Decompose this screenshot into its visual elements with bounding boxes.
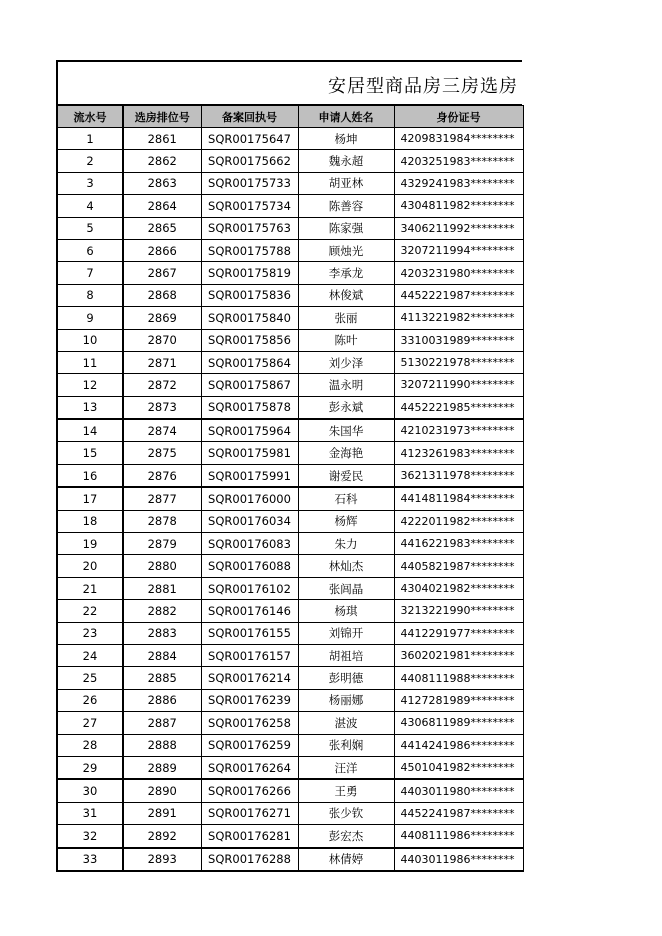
table-row <box>57 734 523 756</box>
cell-serial-no: 19 <box>57 533 123 555</box>
cell-applicant-name: 杨琪 <box>298 600 394 622</box>
cell-filing-receipt-no: SQR00176258 <box>201 712 298 734</box>
cell-applicant-name: 杨丽娜 <box>298 689 394 711</box>
cell-id-number: 3213221990******** <box>394 600 523 622</box>
cell-id-number: 4203231980******** <box>394 262 523 284</box>
cell-selection-rank: 2890 <box>123 779 201 802</box>
cell-filing-receipt-no: SQR00175734 <box>201 195 298 217</box>
table-row <box>57 577 523 599</box>
spreadsheet <box>56 60 522 872</box>
cell-id-number: 4306811989******** <box>394 712 523 734</box>
cell-id-number: 4408111988******** <box>394 667 523 689</box>
cell-selection-rank: 2883 <box>123 622 201 644</box>
cell-id-number: 4501041982******** <box>394 756 523 779</box>
cell-applicant-name: 金海艳 <box>298 442 394 464</box>
cell-selection-rank: 2885 <box>123 667 201 689</box>
cell-serial-no: 27 <box>57 712 123 734</box>
table-row <box>57 396 523 419</box>
cell-selection-rank: 2877 <box>123 487 201 510</box>
cell-filing-receipt-no: SQR00176146 <box>201 600 298 622</box>
cell-serial-no: 33 <box>57 848 123 871</box>
cell-applicant-name: 胡祖培 <box>298 644 394 666</box>
cell-id-number: 4403011980******** <box>394 779 523 802</box>
cell-serial-no: 6 <box>57 239 123 261</box>
cell-applicant-name: 李承龙 <box>298 262 394 284</box>
cell-applicant-name: 魏永超 <box>298 150 394 172</box>
cell-selection-rank: 2871 <box>123 351 201 373</box>
cell-filing-receipt-no: SQR00176034 <box>201 510 298 532</box>
cell-id-number: 4123261983******** <box>394 442 523 464</box>
header-serial-no: 流水号 <box>57 106 123 128</box>
cell-selection-rank: 2866 <box>123 239 201 261</box>
cell-filing-receipt-no: SQR00176155 <box>201 622 298 644</box>
cell-serial-no: 20 <box>57 555 123 577</box>
table-row <box>57 329 523 351</box>
cell-selection-rank: 2893 <box>123 848 201 871</box>
cell-filing-receipt-no: SQR00176264 <box>201 756 298 779</box>
cell-filing-receipt-no: SQR00176214 <box>201 667 298 689</box>
cell-filing-receipt-no: SQR00175964 <box>201 419 298 442</box>
cell-id-number: 3310031989******** <box>394 329 523 351</box>
cell-id-number: 3207211994******** <box>394 239 523 261</box>
cell-filing-receipt-no: SQR00175840 <box>201 307 298 329</box>
cell-serial-no: 2 <box>57 150 123 172</box>
cell-filing-receipt-no: SQR00175763 <box>201 217 298 239</box>
cell-serial-no: 23 <box>57 622 123 644</box>
cell-selection-rank: 2878 <box>123 510 201 532</box>
cell-serial-no: 3 <box>57 172 123 194</box>
cell-filing-receipt-no: SQR00175878 <box>201 396 298 419</box>
table-row <box>57 419 523 442</box>
cell-selection-rank: 2887 <box>123 712 201 734</box>
table-row <box>57 195 523 217</box>
cell-serial-no: 22 <box>57 600 123 622</box>
header-applicant-name: 申请人姓名 <box>298 106 394 128</box>
table-row <box>57 374 523 396</box>
cell-filing-receipt-no: SQR00175864 <box>201 351 298 373</box>
cell-serial-no: 8 <box>57 284 123 306</box>
cell-selection-rank: 2864 <box>123 195 201 217</box>
cell-filing-receipt-no: SQR00176239 <box>201 689 298 711</box>
cell-applicant-name: 林倩婷 <box>298 848 394 871</box>
cell-id-number: 4452221985******** <box>394 396 523 419</box>
cell-applicant-name: 陈叶 <box>298 329 394 351</box>
cell-serial-no: 1 <box>57 128 123 150</box>
cell-applicant-name: 杨坤 <box>298 128 394 150</box>
cell-id-number: 3207211990******** <box>394 374 523 396</box>
cell-id-number: 4203251983******** <box>394 150 523 172</box>
cell-selection-rank: 2882 <box>123 600 201 622</box>
cell-filing-receipt-no: SQR00176271 <box>201 802 298 824</box>
table-row <box>57 644 523 666</box>
cell-selection-rank: 2892 <box>123 825 201 848</box>
cell-applicant-name: 杨辉 <box>298 510 394 532</box>
table-row <box>57 802 523 824</box>
table-row <box>57 555 523 577</box>
cell-selection-rank: 2880 <box>123 555 201 577</box>
cell-selection-rank: 2867 <box>123 262 201 284</box>
cell-applicant-name: 汪洋 <box>298 756 394 779</box>
cell-applicant-name: 陈善容 <box>298 195 394 217</box>
cell-filing-receipt-no: SQR00175647 <box>201 128 298 150</box>
cell-filing-receipt-no: SQR00175856 <box>201 329 298 351</box>
cell-applicant-name: 张闾晶 <box>298 577 394 599</box>
cell-serial-no: 13 <box>57 396 123 419</box>
cell-selection-rank: 2875 <box>123 442 201 464</box>
table-row <box>57 848 523 871</box>
cell-serial-no: 28 <box>57 734 123 756</box>
table-row <box>57 262 523 284</box>
cell-serial-no: 12 <box>57 374 123 396</box>
cell-filing-receipt-no: SQR00176157 <box>201 644 298 666</box>
cell-selection-rank: 2861 <box>123 128 201 150</box>
cell-filing-receipt-no: SQR00176281 <box>201 825 298 848</box>
cell-selection-rank: 2876 <box>123 464 201 487</box>
table-row <box>57 689 523 711</box>
table-row <box>57 128 523 150</box>
cell-applicant-name: 温永明 <box>298 374 394 396</box>
cell-applicant-name: 石科 <box>298 487 394 510</box>
cell-applicant-name: 朱力 <box>298 533 394 555</box>
cell-selection-rank: 2863 <box>123 172 201 194</box>
cell-id-number: 5130221978******** <box>394 351 523 373</box>
cell-selection-rank: 2865 <box>123 217 201 239</box>
cell-selection-rank: 2889 <box>123 756 201 779</box>
table-row <box>57 487 523 510</box>
table-row <box>57 712 523 734</box>
cell-filing-receipt-no: SQR00175836 <box>201 284 298 306</box>
cell-id-number: 4414241986******** <box>394 734 523 756</box>
table-row <box>57 464 523 487</box>
cell-serial-no: 18 <box>57 510 123 532</box>
cell-applicant-name: 湛波 <box>298 712 394 734</box>
cell-applicant-name: 张丽 <box>298 307 394 329</box>
cell-filing-receipt-no: SQR00176266 <box>201 779 298 802</box>
cell-selection-rank: 2872 <box>123 374 201 396</box>
cell-serial-no: 11 <box>57 351 123 373</box>
cell-applicant-name: 朱国华 <box>298 419 394 442</box>
cell-filing-receipt-no: SQR00175981 <box>201 442 298 464</box>
cell-id-number: 4405821987******** <box>394 555 523 577</box>
cell-id-number: 4452241987******** <box>394 802 523 824</box>
cell-applicant-name: 彭明德 <box>298 667 394 689</box>
cell-filing-receipt-no: SQR00175867 <box>201 374 298 396</box>
table-row <box>57 667 523 689</box>
cell-id-number: 4210231973******** <box>394 419 523 442</box>
cell-applicant-name: 刘少泽 <box>298 351 394 373</box>
cell-filing-receipt-no: SQR00176259 <box>201 734 298 756</box>
cell-serial-no: 16 <box>57 464 123 487</box>
page-title: 安居型商品房三房选房 <box>328 76 518 97</box>
table-row <box>57 533 523 555</box>
cell-applicant-name: 陈家强 <box>298 217 394 239</box>
cell-filing-receipt-no: SQR00175662 <box>201 150 298 172</box>
cell-id-number: 4113221982******** <box>394 307 523 329</box>
table-row <box>57 150 523 172</box>
cell-applicant-name: 林灿杰 <box>298 555 394 577</box>
cell-serial-no: 32 <box>57 825 123 848</box>
cell-serial-no: 21 <box>57 577 123 599</box>
cell-id-number: 4452221987******** <box>394 284 523 306</box>
cell-serial-no: 9 <box>57 307 123 329</box>
cell-id-number: 3602021981******** <box>394 644 523 666</box>
cell-serial-no: 10 <box>57 329 123 351</box>
table-row <box>57 600 523 622</box>
cell-serial-no: 31 <box>57 802 123 824</box>
table-row <box>57 351 523 373</box>
cell-serial-no: 7 <box>57 262 123 284</box>
cell-applicant-name: 刘锦开 <box>298 622 394 644</box>
table-row <box>57 510 523 532</box>
cell-serial-no: 15 <box>57 442 123 464</box>
cell-serial-no: 24 <box>57 644 123 666</box>
cell-filing-receipt-no: SQR00176083 <box>201 533 298 555</box>
cell-filing-receipt-no: SQR00176288 <box>201 848 298 871</box>
table-row <box>57 307 523 329</box>
cell-selection-rank: 2881 <box>123 577 201 599</box>
cell-serial-no: 4 <box>57 195 123 217</box>
header-id-number: 身份证号 <box>394 106 523 128</box>
cell-selection-rank: 2868 <box>123 284 201 306</box>
allocation-table <box>56 105 524 872</box>
header-selection-rank: 选房排位号 <box>123 106 201 128</box>
cell-id-number: 4329241983******** <box>394 172 523 194</box>
cell-filing-receipt-no: SQR00176102 <box>201 577 298 599</box>
cell-id-number: 4304811982******** <box>394 195 523 217</box>
cell-id-number: 4416221983******** <box>394 533 523 555</box>
cell-applicant-name: 王勇 <box>298 779 394 802</box>
cell-applicant-name: 顾烛光 <box>298 239 394 261</box>
table-row <box>57 442 523 464</box>
cell-id-number: 3621311978******** <box>394 464 523 487</box>
cell-selection-rank: 2886 <box>123 689 201 711</box>
cell-selection-rank: 2870 <box>123 329 201 351</box>
cell-filing-receipt-no: SQR00175819 <box>201 262 298 284</box>
cell-applicant-name: 张少钦 <box>298 802 394 824</box>
cell-serial-no: 30 <box>57 779 123 802</box>
cell-id-number: 4222011982******** <box>394 510 523 532</box>
cell-selection-rank: 2862 <box>123 150 201 172</box>
cell-id-number: 4414811984******** <box>394 487 523 510</box>
header-row <box>57 106 523 128</box>
cell-serial-no: 26 <box>57 689 123 711</box>
cell-selection-rank: 2879 <box>123 533 201 555</box>
cell-selection-rank: 2869 <box>123 307 201 329</box>
cell-id-number: 3406211992******** <box>394 217 523 239</box>
cell-filing-receipt-no: SQR00176000 <box>201 487 298 510</box>
cell-filing-receipt-no: SQR00175733 <box>201 172 298 194</box>
cell-applicant-name: 林俊斌 <box>298 284 394 306</box>
cell-applicant-name: 彭宏杰 <box>298 825 394 848</box>
cell-id-number: 4403011986******** <box>394 848 523 871</box>
cell-applicant-name: 彭永斌 <box>298 396 394 419</box>
cell-filing-receipt-no: SQR00176088 <box>201 555 298 577</box>
cell-id-number: 4408111986******** <box>394 825 523 848</box>
cell-serial-no: 5 <box>57 217 123 239</box>
cell-serial-no: 25 <box>57 667 123 689</box>
cell-id-number: 4412291977******** <box>394 622 523 644</box>
cell-serial-no: 14 <box>57 419 123 442</box>
table-row <box>57 825 523 848</box>
cell-serial-no: 17 <box>57 487 123 510</box>
table-row <box>57 622 523 644</box>
cell-serial-no: 29 <box>57 756 123 779</box>
cell-id-number: 4209831984******** <box>394 128 523 150</box>
table-row <box>57 217 523 239</box>
table-row <box>57 239 523 261</box>
title-row <box>56 60 522 105</box>
cell-id-number: 4127281989******** <box>394 689 523 711</box>
cell-selection-rank: 2884 <box>123 644 201 666</box>
cell-selection-rank: 2888 <box>123 734 201 756</box>
cell-selection-rank: 2891 <box>123 802 201 824</box>
table-row <box>57 779 523 802</box>
cell-applicant-name: 胡亚林 <box>298 172 394 194</box>
cell-selection-rank: 2873 <box>123 396 201 419</box>
table-row <box>57 172 523 194</box>
cell-selection-rank: 2874 <box>123 419 201 442</box>
cell-filing-receipt-no: SQR00175991 <box>201 464 298 487</box>
cell-applicant-name: 谢爱民 <box>298 464 394 487</box>
cell-filing-receipt-no: SQR00175788 <box>201 239 298 261</box>
table-row <box>57 284 523 306</box>
header-filing-receipt-no: 备案回执号 <box>201 106 298 128</box>
table-row <box>57 756 523 779</box>
cell-applicant-name: 张利娴 <box>298 734 394 756</box>
cell-id-number: 4304021982******** <box>394 577 523 599</box>
